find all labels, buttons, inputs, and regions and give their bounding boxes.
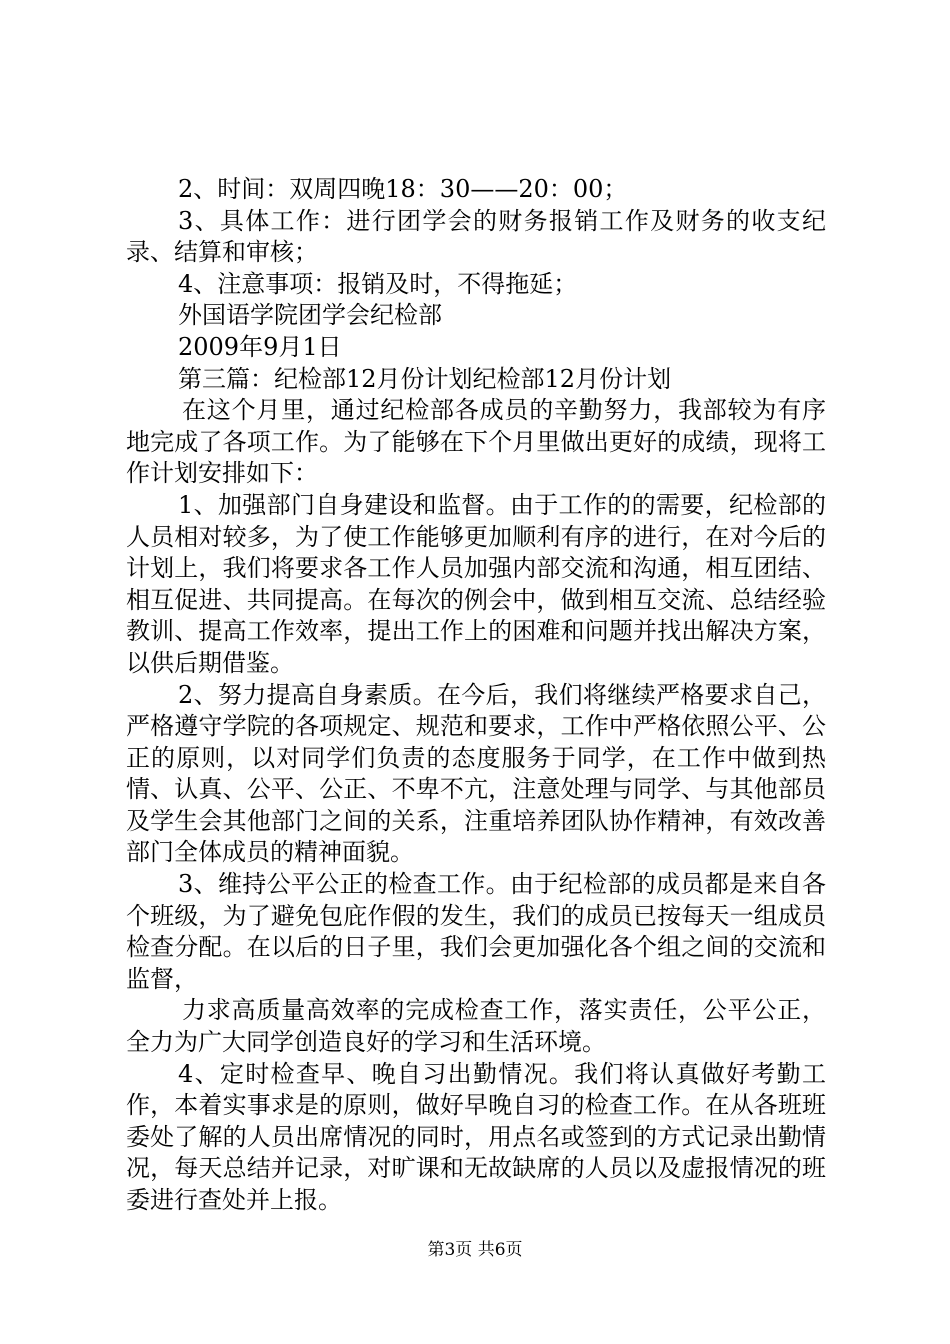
paragraph-signature-date: 2009年9月1日 bbox=[178, 332, 342, 361]
section-heading: 第三篇：纪检部12月份计划纪检部12月份计划 bbox=[178, 364, 672, 393]
paragraph-item-3: 3、维持公平公正的检查工作。由于纪检部的成员都是来自各个班级，为了避免包庇作假的发生，我们的成员已按每天一组成员检查分配。在以后的日子里，我们会更加强化各个组之间的交流和监督， bbox=[126, 870, 826, 993]
paragraph-specific-work: 3、具体工作：进行团学会的财务报销工作及财务的收支纪录、结算和审核； bbox=[126, 206, 826, 267]
document-body bbox=[126, 174, 826, 1217]
paragraph-notes: 4、注意事项：报销及时，不得拖延； bbox=[178, 269, 578, 298]
paragraph-time: 2、时间：双周四晚18：30——20：00； bbox=[178, 175, 628, 203]
paragraph-signature-org: 外国语学院团学会纪检部 bbox=[178, 301, 442, 330]
paragraph-item-3-cont: 力求高质量高效率的完成检查工作，落实责任，公平公正，全力为广大同学创造良好的学习和生活环境。 bbox=[126, 996, 826, 1057]
page-footer: 第3页 共6页 bbox=[427, 1240, 523, 1260]
paragraph-item-4: 4、定时检查早、晚自习出勤情况。我们将认真做好考勤工作，本着实事求是的原则，做好早晚自习的检查工作。在从各班班委处了解的人员出席情况的同时，用点名或签到的方式记录出勤情况，每天总结并记录，对旷课和无故缺席的人员以及虚报情况的班委进行查处并上报。 bbox=[126, 1059, 826, 1214]
paragraph-item-2: 2、努力提高自身素质。在今后，我们将继续严格要求自己，严格遵守学院的各项规定、规范和要求，工作中严格依照公平、公正的原则，以对同学们负责的态度服务于同学，在工作中做到热情、认真、公平、公正、不卑不亢，注意处理与同学、与其他部员及学生会其他部门之间的关系，注重培养团队协作精神，有效改善部门全体成员的精神面貌。 bbox=[126, 680, 826, 867]
paragraph-item-1: 1、加强部门自身建设和监督。由于工作的的需要，纪检部的人员相对较多，为了使工作能够更加顺利有序的进行，在对今后的计划上，我们将要求各工作人员加强内部交流和沟通，相互团结、相互促进、共同提高。在每次的例会中，做到相互交流、总结经验教训、提高工作效率，提出工作上的困难和问题并找出解决方案，以供后期借鉴。 bbox=[126, 490, 826, 677]
paragraph-intro: 在这个月里，通过纪检部各成员的辛勤努力，我部较为有序地完成了各项工作。为了能够在下个月里做出更好的成绩，现将工作计划安排如下： bbox=[126, 396, 826, 488]
